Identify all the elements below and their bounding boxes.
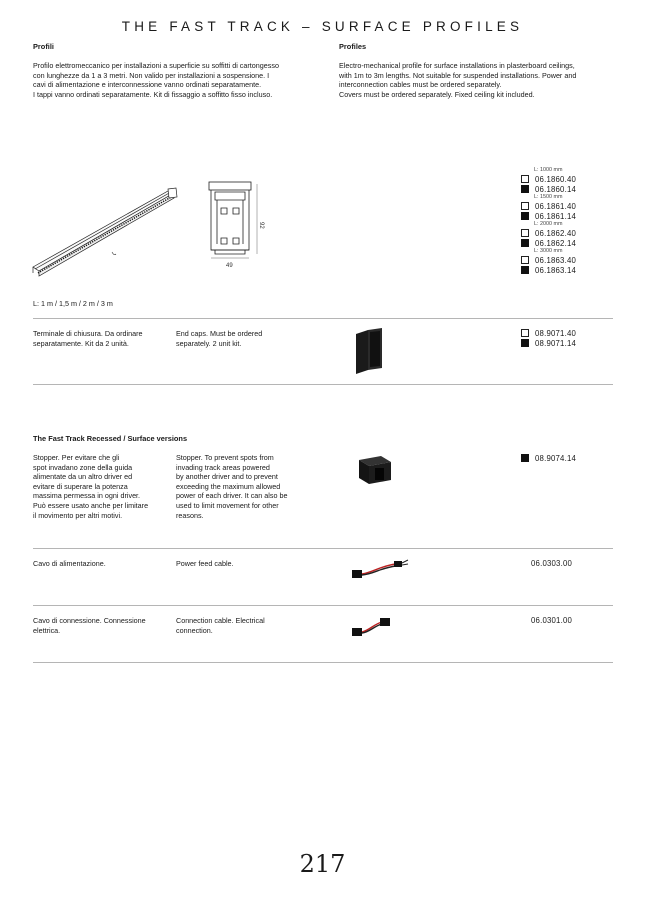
black-swatch [521, 454, 529, 462]
profile-variants [521, 167, 621, 275]
code-row [521, 211, 621, 221]
connection-cable-code: 06.0301.00 [531, 616, 573, 625]
power-cable-image [350, 556, 412, 584]
endcaps-text-en: End caps. Must be ordered separately. 2 unit kit. [176, 329, 263, 348]
black-swatch [521, 339, 529, 347]
stopper-text-it: Stopper. Per evitare che gli spot invadano zone della guida alimentate da un altro driver ed evitare di superare la potenza massima permessa in ogni driver. Può essere usato anche per limitare il movimento per altri motivi. [33, 453, 149, 520]
black-swatch [521, 239, 529, 247]
profiles-heading-it: Profili [33, 42, 54, 51]
code-row [521, 238, 621, 248]
dimension-width-label: 49 [226, 263, 233, 269]
code-row [521, 265, 621, 275]
black-swatch [521, 266, 529, 274]
product-code: 06.1861.40 [535, 201, 577, 211]
white-swatch [521, 329, 529, 337]
white-swatch [521, 229, 529, 237]
black-swatch [521, 185, 529, 193]
section-heading: The Fast Track Recessed / Surface versions [33, 434, 188, 443]
endcap-image [350, 326, 390, 376]
variant-length: L: 1000 mm [534, 167, 563, 173]
variant-length: L: 2000 mm [534, 221, 563, 227]
stopper-codes [521, 453, 576, 463]
product-code: 08.9071.40 [535, 328, 577, 338]
profiles-text-it: Profilo elettromeccanico per installazioni a superficie su soffitti di cartongesso con lunghezze da 1 a 3 metri. Non valido per installazioni a sospensione. I cavi di alimentazione e interconnessione vanno ordinati separatamente. I tappi vanno ordinati separatamente. Kit di fissaggio a soffitto fisso incluso. [33, 61, 279, 99]
product-code: 08.9074.14 [535, 453, 577, 463]
variant-block [521, 248, 621, 275]
power-cable-text-en: Power feed cable. [176, 559, 234, 568]
variant-block [521, 194, 621, 221]
code-row [521, 255, 621, 265]
track-profile-drawing [30, 185, 180, 280]
code-row [521, 228, 621, 238]
lengths-label: L: 1 m / 1,5 m / 2 m / 3 m [33, 299, 113, 308]
divider [33, 605, 613, 606]
code-row [521, 184, 621, 194]
page-title: THE FAST TRACK – SURFACE PROFILES [121, 19, 524, 34]
white-swatch [521, 175, 529, 183]
variant-block [521, 221, 621, 248]
code-row [521, 453, 576, 463]
product-code: 08.9071.14 [535, 338, 577, 348]
endcaps-codes [521, 328, 576, 348]
connection-cable-text-en: Connection cable. Electrical connection. [176, 616, 265, 635]
profile-cross-section [205, 178, 280, 273]
product-code: 06.1863.14 [535, 265, 577, 275]
profiles-heading-en: Profiles [339, 42, 367, 51]
stopper-text-en: Stopper. To prevent spots from invading track areas powered by another driver and to prevent exceeding the maximum allowed power of each driver. It can also be used to limit movement for other reasons. [176, 453, 288, 520]
product-code: 06.1861.14 [535, 211, 577, 221]
dimension-height-label: 92 [258, 222, 264, 229]
white-swatch [521, 256, 529, 264]
profiles-text-en: Electro-mechanical profile for surface installations in plasterboard ceilings, with 1m to 3m lengths. Not suitable for suspended installations. Power and interconnection cables must be ordered separately. Covers must be ordered separately. Fixed ceiling kit included. [339, 61, 577, 99]
code-row [521, 201, 621, 211]
power-cable-text-it: Cavo di alimentazione. [33, 559, 106, 568]
product-code: 06.1863.40 [535, 255, 577, 265]
variant-block [521, 167, 621, 194]
product-code: 06.1860.14 [535, 184, 577, 194]
endcaps-text-it: Terminale di chiusura. Da ordinare separatamente. Kit da 2 unità. [33, 329, 143, 348]
code-row [521, 328, 576, 338]
code-row [521, 174, 621, 184]
code-row [521, 338, 576, 348]
product-code: 06.1862.40 [535, 228, 577, 238]
divider [33, 384, 613, 385]
black-swatch [521, 212, 529, 220]
white-swatch [521, 202, 529, 210]
connection-cable-image [350, 614, 395, 640]
stopper-image [355, 450, 395, 490]
divider [33, 548, 613, 549]
variant-length: L: 3000 mm [534, 248, 563, 254]
variant-length: L: 1500 mm [534, 194, 563, 200]
connection-cable-text-it: Cavo di connessione. Connessione elettrica. [33, 616, 146, 635]
divider [33, 318, 613, 319]
divider [33, 662, 613, 663]
product-code: 06.1860.40 [535, 174, 577, 184]
page-number: 217 [299, 850, 346, 878]
product-code: 06.1862.14 [535, 238, 577, 248]
power-cable-code: 06.0303.00 [531, 559, 573, 568]
